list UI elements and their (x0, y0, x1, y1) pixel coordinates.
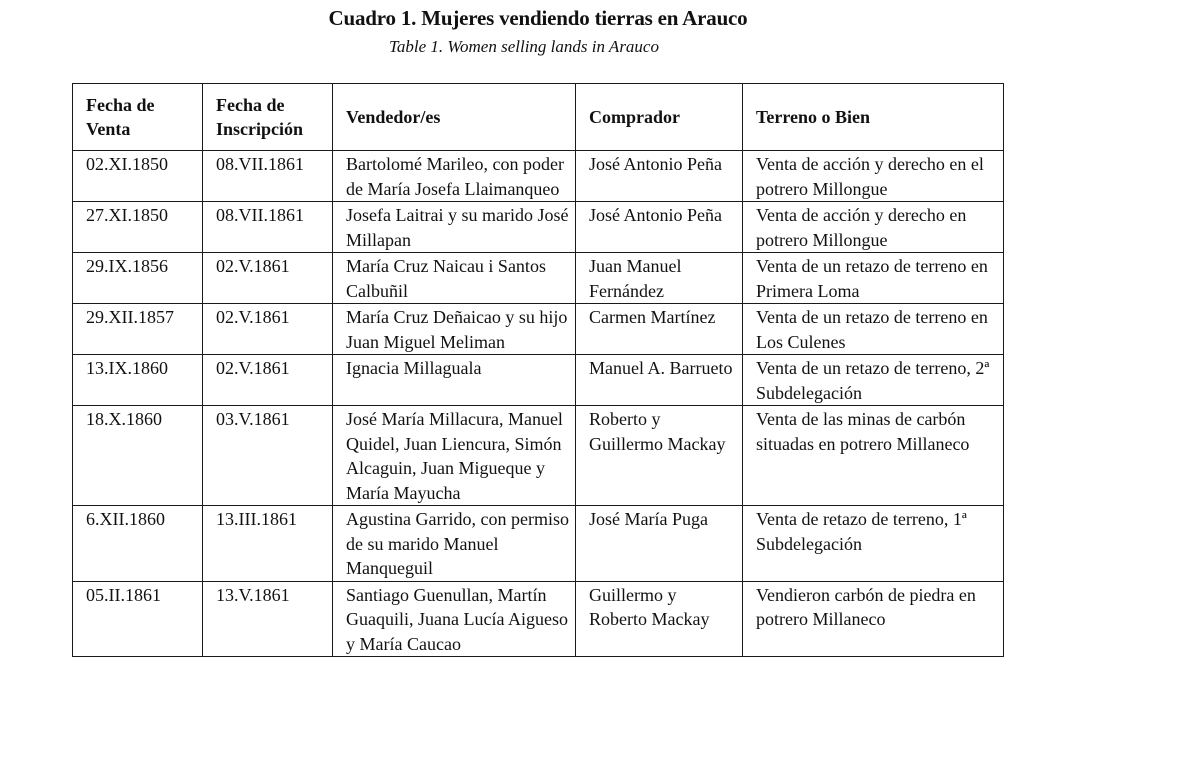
table-row (73, 304, 1004, 355)
column-header-fecha-venta: Fecha de Venta (73, 84, 203, 151)
table-caption-english: Table 1. Women selling lands in Arauco (389, 37, 659, 56)
cell-comprador: Roberto y Guillermo Mackay (576, 406, 743, 506)
cell-fecha-venta: 27.XI.1850 (73, 202, 203, 253)
cell-vendedores: Ignacia Millaguala (333, 355, 576, 406)
cell-comprador: José Antonio Peña (576, 151, 743, 202)
cell-fecha-venta: 13.IX.1860 (73, 355, 203, 406)
cell-terreno: Venta de un retazo de terreno en Los Culenes (743, 304, 1004, 355)
cell-terreno: Venta de acción y derecho en el potrero Millongue (743, 151, 1004, 202)
table-row (73, 506, 1004, 582)
cell-fecha-inscripcion: 02.V.1861 (203, 304, 333, 355)
column-header-terreno: Terreno o Bien (743, 84, 1004, 151)
cell-comprador: Guillermo y Roberto Mackay (576, 581, 743, 657)
land-sales-table (72, 83, 1004, 657)
cell-vendedores: María Cruz Naicau i Santos Calbuñil (333, 253, 576, 304)
cell-vendedores: Josefa Laitrai y su marido José Millapan (333, 202, 576, 253)
cell-fecha-venta: 02.XI.1850 (73, 151, 203, 202)
cell-terreno: Venta de las minas de carbón situadas en potrero Millaneco (743, 406, 1004, 506)
cell-fecha-inscripcion: 03.V.1861 (203, 406, 333, 506)
cell-fecha-inscripcion: 08.VII.1861 (203, 202, 333, 253)
column-header-comprador: Comprador (576, 84, 743, 151)
cell-comprador: Juan Manuel Fernández (576, 253, 743, 304)
cell-vendedores: Santiago Guenullan, Martín Guaquili, Juana Lucía Aigueso y María Caucao (333, 581, 576, 657)
cell-fecha-inscripcion: 02.V.1861 (203, 253, 333, 304)
table-row (73, 151, 1004, 202)
cell-terreno: Venta de acción y derecho en potrero Millongue (743, 202, 1004, 253)
cell-fecha-inscripcion: 02.V.1861 (203, 355, 333, 406)
column-header-fecha-inscripcion: Fecha de Inscripción (203, 84, 333, 151)
table-row (73, 581, 1004, 657)
table-row (73, 406, 1004, 506)
cell-comprador: José Antonio Peña (576, 202, 743, 253)
cell-fecha-venta: 18.X.1860 (73, 406, 203, 506)
table-caption: Cuadro 1. Mujeres vendiendo tierras en Arauco (328, 6, 748, 30)
cell-vendedores: Bartolomé Marileo, con poder de María Josefa Llaimanqueo (333, 151, 576, 202)
cell-vendedores: Agustina Garrido, con permiso de su marido Manuel Manqueguil (333, 506, 576, 582)
cell-terreno: Venta de retazo de terreno, 1ª Subdelegación (743, 506, 1004, 582)
table-row (73, 355, 1004, 406)
cell-fecha-venta: 29.XII.1857 (73, 304, 203, 355)
cell-vendedores: María Cruz Deñaicao y su hijo Juan Miguel Meliman (333, 304, 576, 355)
cell-fecha-inscripcion: 13.III.1861 (203, 506, 333, 582)
cell-vendedores: José María Millacura, Manuel Quidel, Juan Liencura, Simón Alcaguin, Juan Migueque y María Mayucha (333, 406, 576, 506)
cell-terreno: Vendieron carbón de piedra en potrero Millaneco (743, 581, 1004, 657)
cell-fecha-inscripcion: 13.V.1861 (203, 581, 333, 657)
column-header-vendedores: Vendedor/es (333, 84, 576, 151)
header-row (73, 84, 1004, 151)
cell-terreno: Venta de un retazo de terreno, 2ª Subdelegación (743, 355, 1004, 406)
cell-comprador: Manuel A. Barrueto (576, 355, 743, 406)
cell-fecha-venta: 6.XII.1860 (73, 506, 203, 582)
cell-fecha-inscripcion: 08.VII.1861 (203, 151, 333, 202)
cell-comprador: Carmen Martínez (576, 304, 743, 355)
cell-terreno: Venta de un retazo de terreno en Primera Loma (743, 253, 1004, 304)
table-row (73, 253, 1004, 304)
cell-fecha-venta: 05.II.1861 (73, 581, 203, 657)
cell-comprador: José María Puga (576, 506, 743, 582)
cell-fecha-venta: 29.IX.1856 (73, 253, 203, 304)
table-row (73, 202, 1004, 253)
